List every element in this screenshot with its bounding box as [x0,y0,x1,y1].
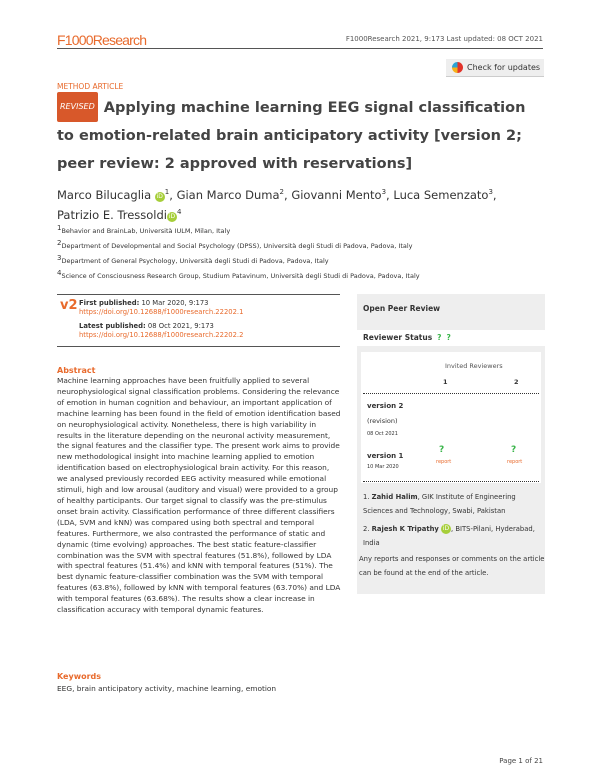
reviewer-item: 1. Zahid Halim, GIK Institute of Engineering Sciences and Technology, Swabi, Pakistan [363,493,516,515]
divider [363,481,539,482]
open-peer-review-panel [357,294,545,594]
report-1-link[interactable]: report [436,459,452,465]
author[interactable]: Marco Bilucaglia [57,187,152,202]
report-2-link[interactable]: report [507,459,523,465]
page-number: Page 1 of 21 [499,757,543,765]
header-divider [57,48,543,49]
panel-title: Open Peer Review [363,304,441,313]
affiliation: $^3$Department of General Psychology, Università degli Studi di Padova, Padova, Italy [57,254,329,266]
crossmark-icon [452,62,463,73]
affiliation: $^2$Department of Developmental and Social Psychology (DPSS), Università degli Studi di Padova, Padova, Italy [57,239,413,251]
question-icon: ? [437,333,442,342]
check-updates-label: Check for updates [467,63,541,72]
reviewer-list [363,490,539,550]
reviewer-status: Reviewer Status ? ? [357,330,545,346]
version-2-date: 08 Oct 2021 [367,431,398,437]
author[interactable]: Gian Marco Duma [176,187,280,202]
affil-sup: 1 [164,188,170,196]
col-2: 2 [514,378,519,386]
reviewer-name[interactable]: Zahid Halim [371,493,418,501]
author[interactable]: Patrizio E. Tressoldi [57,207,167,222]
check-for-updates-button[interactable] [446,59,544,77]
abstract-text: Machine learning approaches have been fruitfully applied to several neurophysiological signal classification problems. Considering the relevance of emotion in human cognition and behaviour, an important application of machine learning has been found in the field of emotion identification based on neurophysiological activity. Nonetheless, there is high variability in results in the literature depending on the neuronal activity measurement, the signal features and the classifier type. The present work aims to provide new methodological insight into machine learning applied to emotion identification based on electrophysiological brain activity. For this reason, we analysed previously recorded EEG activity measured while emotional stimuli, high and low arousal (auditory and visual) were provided to a group of healthy participants. Our target signal to classify was the pre-stimulus onset brain activity. Classification performance of three different classifiers (LDA, SVM and kNN) was compared using both spectral and temporal features. Furthermore, we also contrasted the performance of static and dynamic (time evolving) approaches. The best static feature-classifier combination was the SVM with spectral features (51.8%), followed by LDA with spectral features (51.4%) and kNN with temporal features (51%). The best dynamic feature-classifier combination was the SVM with temporal features (63.8%), followed by kNN with temporal features (63.70%) and LDA with temporal features (63.68%). The results show a clear increase in classification accuracy with temporal dynamic features. [57,376,341,615]
article-type: METHOD ARTICLE [57,82,124,91]
review-2-status-icon[interactable]: ? [511,445,517,455]
version-2-label: version 2 [367,402,404,410]
revision-label: (revision) [367,417,398,425]
reviewer-item: 2. Rajesh K Tripathy iD , BITS-Pilani, Hyderabad, India [363,525,535,547]
col-1: 1 [443,378,448,386]
author-list: Marco Bilucaglia $iD^1$, Gian Marco Duma$^2$, Giovanni Mento$^3$, Luca Semenzato$^3$, Patrizio E. Tressoldi $iD^4$ [57,187,497,222]
citation-header: F1000Research 2021, 9:173 Last updated: 08 OCT 2021 [345,35,543,43]
author[interactable]: Luca Semenzato [393,187,489,202]
orcid-icon[interactable]: iD [442,525,450,532]
affil-sup: 2 [279,188,284,196]
keywords-text: EEG, brain anticipatory activity, machine learning, emotion [57,684,277,693]
affiliation: $^1$Behavior and BrainLab, Università IULM, Milan, Italy [57,224,231,236]
title-text: Applying machine learning EEG signal classification to emotion-related brain anticipatory activity [version 2; peer review: 2 approved with reservations] [57,100,526,172]
affil-sup: 3 [488,188,493,196]
revised-badge: REVISED [57,92,98,122]
affiliation: $^4$Science of Consciousness Research Group, Studium Patavinum, Università degli Studi di Padova, Padova, Italy [57,269,420,281]
latest-published: Latest published: 08 Oct 2021, 9:173 [79,322,214,330]
publication-info [57,294,340,347]
abstract-heading: Abstract [57,366,96,375]
f1000-logo[interactable]: F1000Research [57,32,147,48]
keywords-heading: Keywords [57,672,102,681]
orcid-icon[interactable]: iD [168,212,176,220]
version-1-date: 10 Mar 2020 [367,464,399,470]
review-1-status-icon[interactable]: ? [439,445,445,455]
version-1-label[interactable]: version 1 [367,452,404,460]
first-published: First published: 10 Mar 2020, 9:173 [79,299,209,307]
orcid-icon[interactable]: iD [156,192,163,200]
invited-reviewers-label: Invited Reviewers [445,362,503,370]
affil-sup: 3 [381,188,387,196]
reports-note: Any reports and responses or comments on the article can be found at the end of the article. [359,555,545,577]
affil-sup: 4 [177,207,182,216]
first-doi-link[interactable]: https://doi.org/10.12688/f1000research.22202.1 [79,308,244,316]
affiliations [57,222,420,283]
latest-doi-link[interactable]: https://doi.org/10.12688/f1000research.22202.2 [79,331,244,339]
question-icon: ? [446,333,451,342]
version-label: v2 [60,298,78,313]
reviewer-table [361,352,541,483]
reviewer-name[interactable]: Rajesh K Tripathy [371,525,439,533]
divider [363,393,539,394]
author[interactable]: Giovanni Mento [291,187,382,202]
article-title [57,92,547,178]
